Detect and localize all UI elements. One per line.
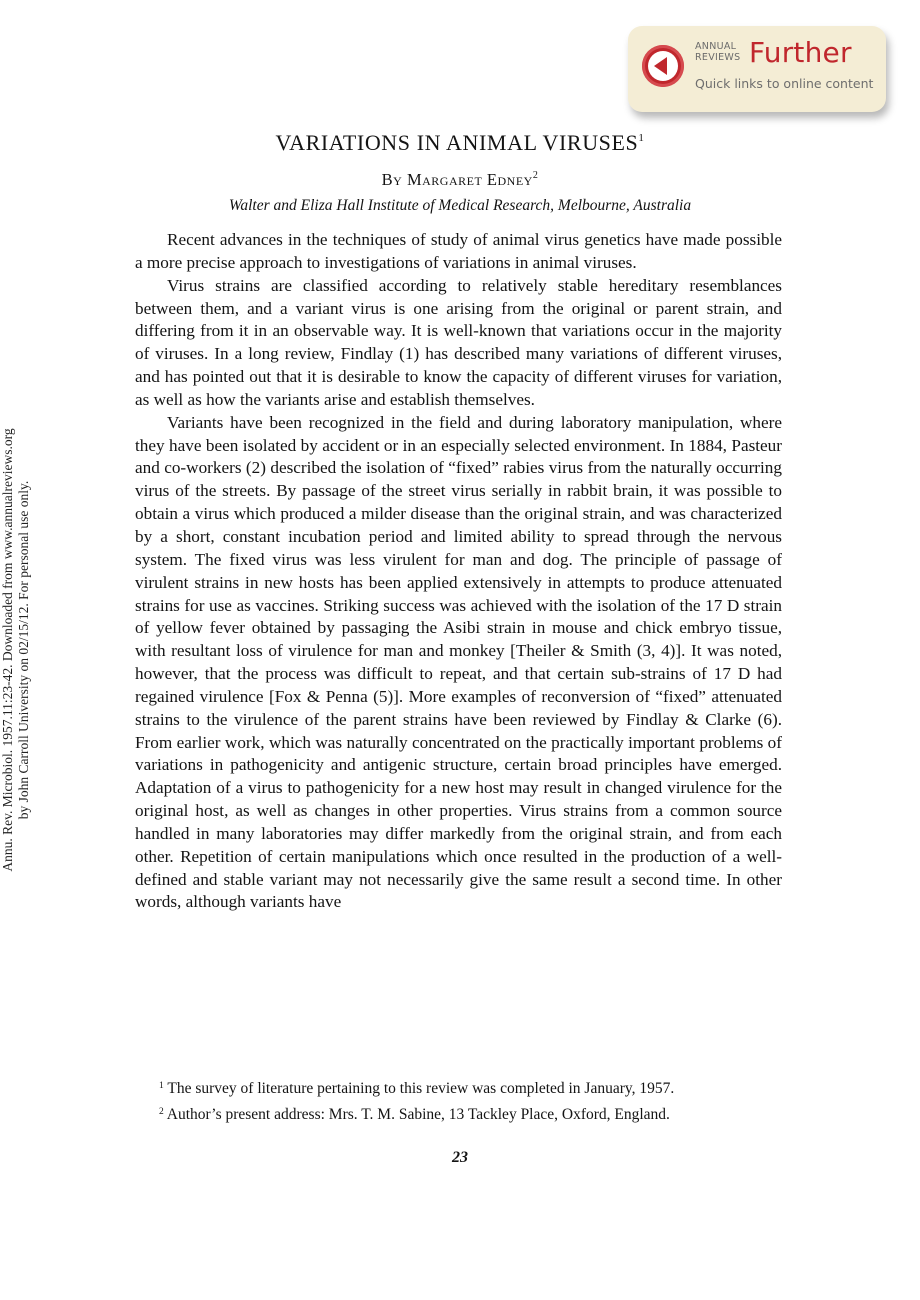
article-title [0,130,920,156]
badge-tagline: Quick links to online content [695,76,874,91]
paragraph: Variants have been recognized in the field and during laboratory manipulation, where they have been isolated by accident or in an especially selected environment. In 1884, Pasteur and co-workers (2) described the isolation of “fixed” rabies virus from the naturally occurring virus of the streets. By passage of the street virus serially in rabbit brain, it was possible to obtain a virus which produced a milder disease than the original strain, and was characterized by a short, constant incubation period and limited ability to spread through the nervous system. The fixed virus was less virulent for man and dog. The principle of passage of virulent strains in new hosts has been applied extensively in attempts to produce attenuated strains for use as vaccines. Striking success was achieved with the isolation of the 17 D strain of yellow fever obtained by passaging the Asibi strain in mouse and chick embryo tissue, with resultant loss of virulence for man and monkey [Theiler & Smith (3, 4)]. It was noted, however, that the process was difficult to repeat, and that certain sub-strains of 17 D had regained virulence [Fox & Penna (5)]. More examples of reconversion of “fixed” attenuated strains to the virulence of the parent strains have been reviewed by Findlay & Clarke (6). From earlier work, which was naturally concentrated on the practically important problems of variations in pathogenicity and antigenic structure, certain broad principles have emerged. Adaptation of a virus to pathogenicity for a new host may result in changed virulence for the original host, as well as changes in other properties. Virus strains from a common source handled in many laboratories may differ markedly from the original strain, and from each other. Repetition of certain manipulations which once resulted in the production of a well-defined and stable variant may not necessarily give the same result a second time. In other words, although variants have [135,412,782,912]
page-number: 23 [452,1149,468,1166]
paragraph: Recent advances in the techniques of study of animal virus genetics have made possible a more precise approach to investigations of variations in animal viruses. [135,230,782,272]
author-footnote-mark: 2 [532,170,539,181]
badge-further-word: Further [749,36,852,69]
footnote-text: The survey of literature pertaining to this review was completed in January, 1957. [167,1080,675,1097]
article-author [0,170,920,190]
article-body [135,229,782,914]
watermark-line-2: by John Carroll University on 02/15/12. For personal use only. [16,480,31,820]
footnote [135,1076,781,1100]
footnote-mark: 1 [159,1081,164,1091]
paragraph: Virus strains are classified according to relatively stable hereditary resemblances between them, and a variant virus is one arising from the original or parent strain, and differing from it in an observable way. It is well-known that variations occur in the majority of viruses. In a long review, Findlay (1) has described many variations of different viruses, and has pointed out that it is desirable to know the capacity of different viruses for variation, as well as how the variants arise and establish themselves. [135,275,782,409]
watermark-line-1: Annu. Rev. Microbiol. 1957.11:23-42. Downloaded from www.annualreviews.org [0,428,15,872]
badge-reviews: REVIEWS [695,52,741,63]
title-text: VARIATIONS IN ANIMAL VIRUSES [275,130,639,155]
footnote [135,1102,781,1126]
play-arrow-icon [642,45,684,87]
title-footnote-mark: 1 [638,132,645,144]
annual-reviews-logo-text [695,41,740,63]
footnote-mark: 2 [159,1106,164,1117]
further-badge[interactable] [628,26,886,112]
footnotes [135,1076,781,1127]
author-text: By Margaret Edney [381,170,533,189]
badge-annual: ANNUAL [695,41,737,52]
footnote-text: Author’s present address: Mrs. T. M. Sabine, 13 Tackley Place, Oxford, England. [166,1105,670,1123]
author-affiliation: Walter and Eliza Hall Institute of Medical Research, Melbourne, Australia [228,197,692,214]
